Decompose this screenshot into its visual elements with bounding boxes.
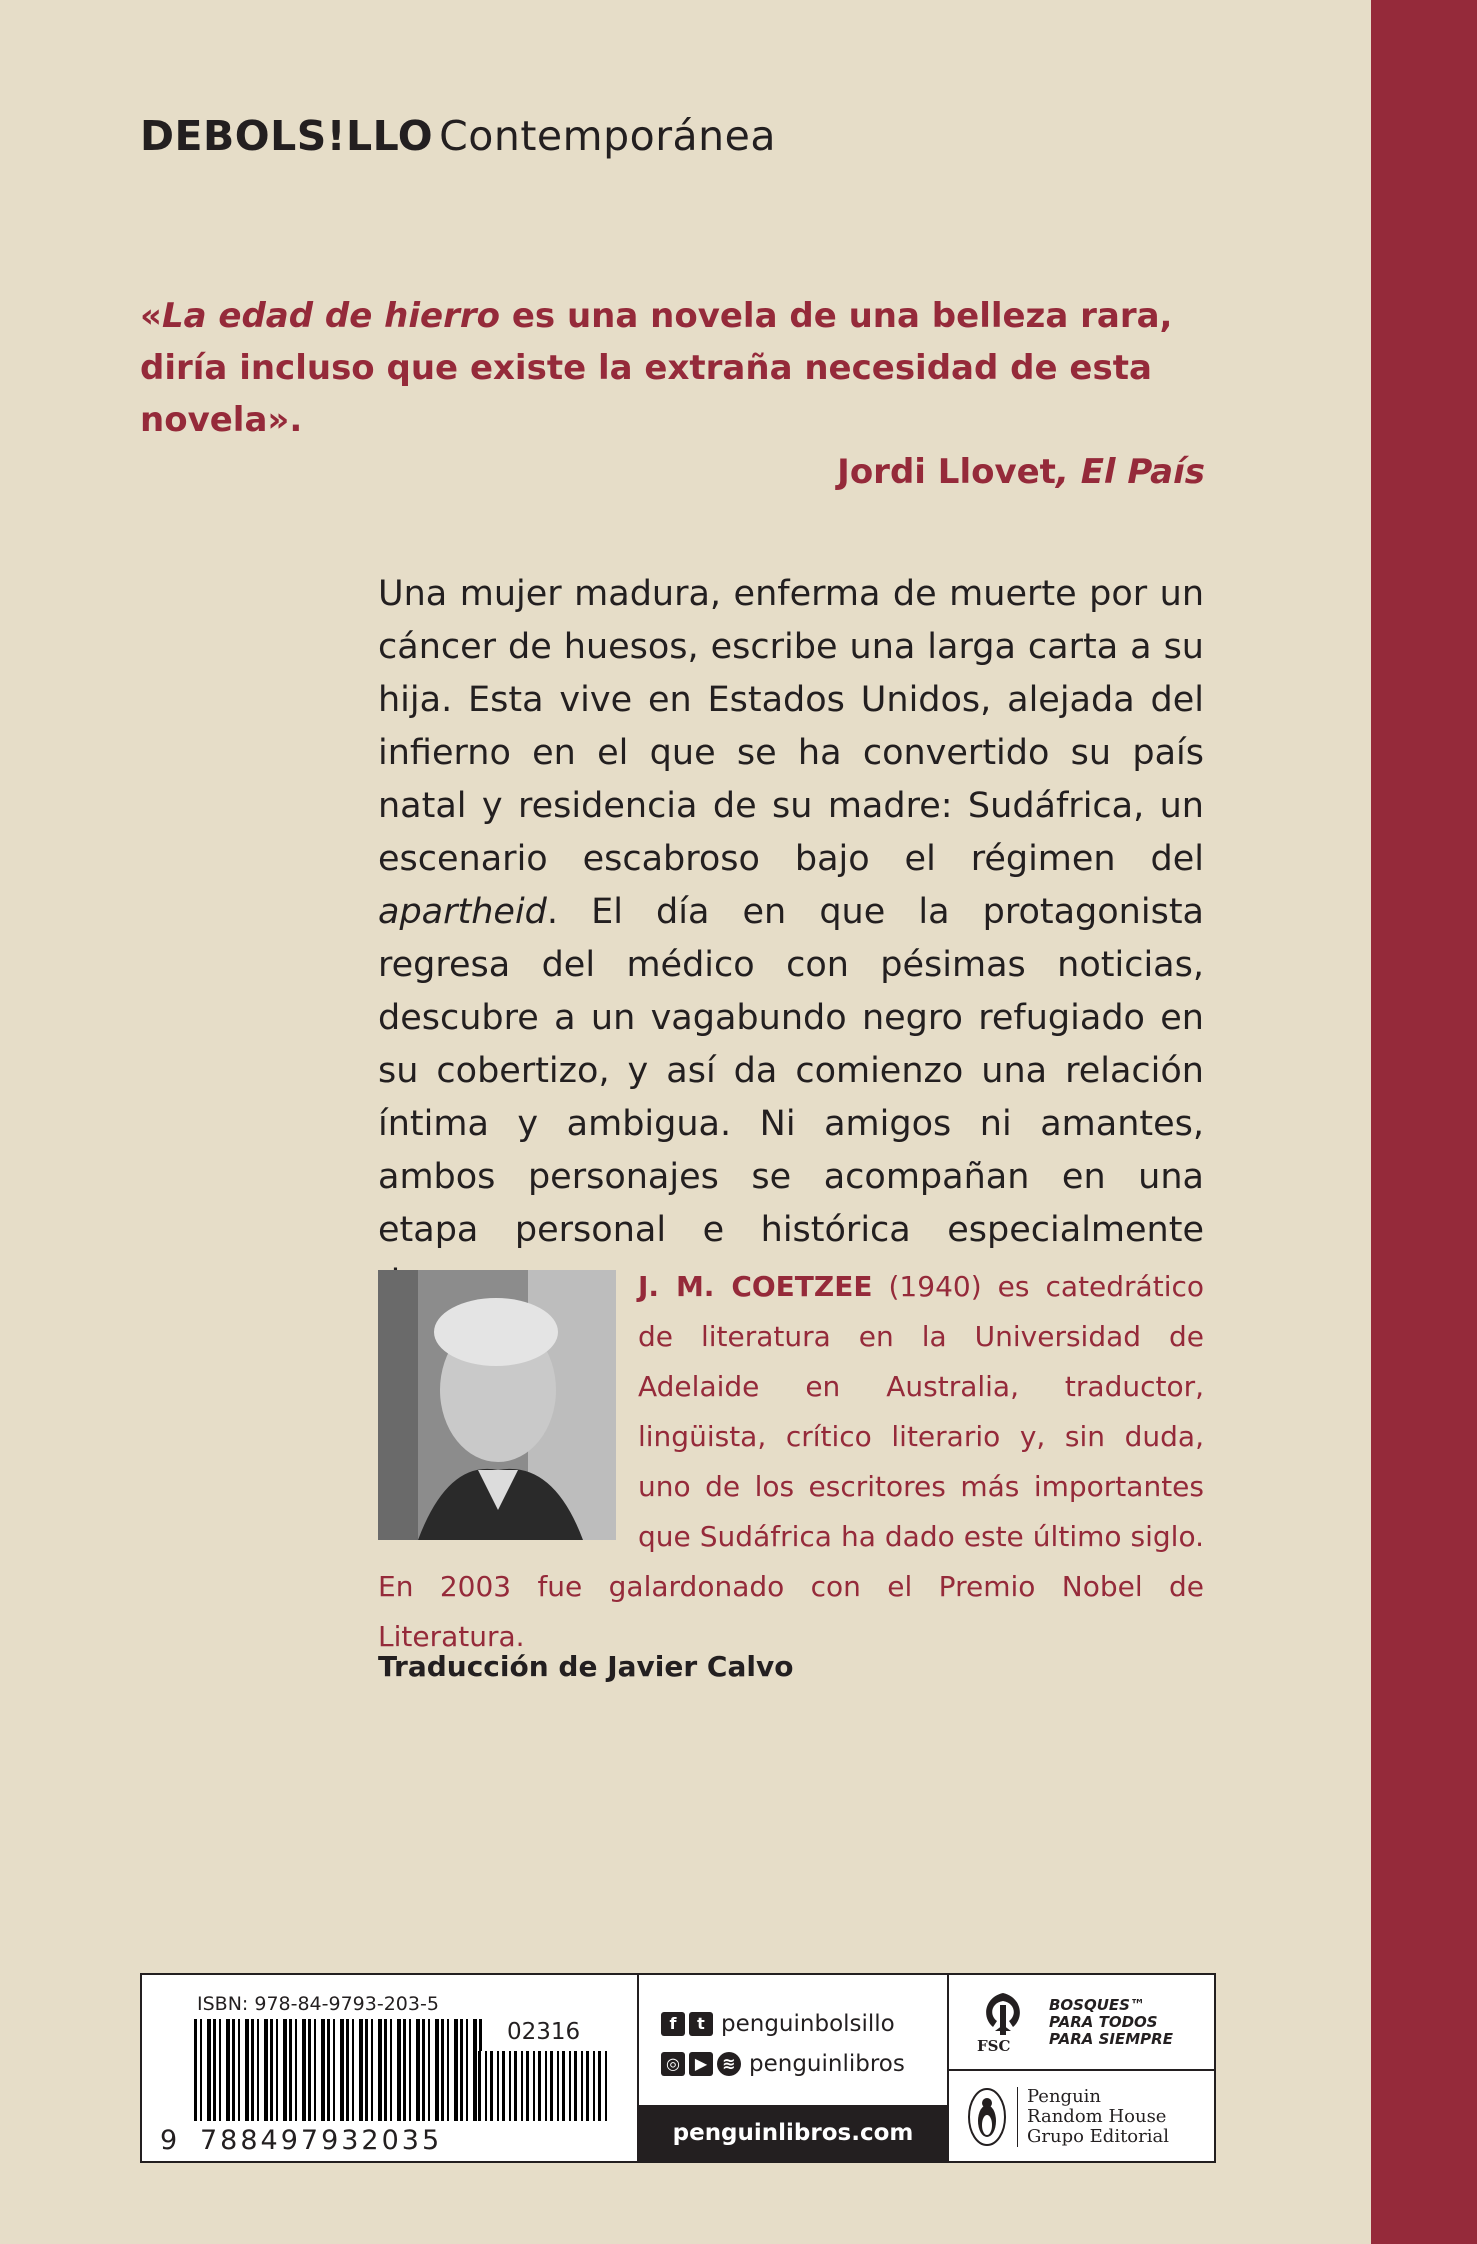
facebook-icon[interactable]: f (661, 2012, 685, 2036)
quote-attribution (140, 446, 1205, 498)
logos-cell (949, 1975, 1215, 2161)
fsc-line-3: PARA SIEMPRE (1049, 2030, 1173, 2048)
youtube-icon[interactable]: ▶ (689, 2052, 713, 2076)
publisher-line-2: Random House (1027, 2106, 1167, 2127)
addon-barcode (478, 2051, 608, 2121)
quote-book-title: La edad de hierro (161, 296, 500, 336)
description-text-2: . El día en que la protagonista regresa del médico con pésimas noticias, descubre a un vagabundo negro refugiado en su cobertizo, y así da comienzo una relación íntima y ambigua. Ni amigos ni amantes, ambos personajes se acompañan en una etapa personal e histórica especialmente (378, 892, 1204, 1250)
social-handle-2[interactable]: penguinlibros (749, 2051, 905, 2077)
instagram-icon[interactable]: ◎ (661, 2052, 685, 2076)
quote-source: El País (1080, 452, 1205, 492)
book-spine (1371, 0, 1477, 2244)
publisher-name (1027, 2087, 1169, 2147)
author-name: J. M. COETZEE (638, 1270, 873, 1303)
author-bio-text: (1940) es catedrático de literatura en la Universidad de Adelaide en Australia, traductor, lingüista, crítico literario y, sin duda, uno de los escritores más importantes que Sudáfrica ha dado este último siglo. En 2003 fue galardonado con el Premio Nobel de Literatura. (378, 1270, 1204, 1653)
publisher-brand (140, 112, 776, 160)
barcode-lead-digit: 9 (160, 2125, 178, 2156)
social-handle-1[interactable]: penguinbolsillo (721, 2011, 895, 2037)
isbn-label: ISBN: 978-84-9793-203-5 (197, 1993, 439, 2015)
publisher-logo-block (949, 2071, 1215, 2163)
fsc-block (949, 1975, 1215, 2071)
collection-name: Contemporánea (439, 112, 777, 160)
social-cell (639, 1975, 949, 2161)
publisher-line-1: Penguin (1027, 2086, 1102, 2107)
quote-text: es una novela de una belleza rara, diría incluso que existe la extraña necesidad de esta novela». (140, 296, 1173, 440)
ean-barcode (194, 2019, 484, 2121)
fsc-line-2: PARA TODOS (1049, 2013, 1158, 2031)
quote-open: « (140, 296, 162, 336)
author-bio (378, 1262, 1204, 1662)
fsc-label: FSC (977, 2037, 1011, 2055)
press-quote (140, 290, 1205, 498)
translator-credit: Traducción de Javier Calvo (378, 1650, 794, 1683)
fsc-slogan (1049, 1997, 1173, 2048)
penguin-icon (967, 2087, 1007, 2147)
back-info-box (140, 1973, 1216, 2163)
book-description (378, 568, 1204, 1310)
website-link[interactable]: penguinlibros.com (639, 2105, 947, 2161)
publisher-line-3: Grupo Editorial (1027, 2126, 1169, 2147)
barcode-digits: 788497932035 (200, 2125, 443, 2156)
social-row-1 (661, 2011, 895, 2037)
description-italic: apartheid (378, 892, 547, 932)
social-row-2 (661, 2051, 905, 2077)
twitter-icon[interactable]: t (689, 2012, 713, 2036)
spotify-icon[interactable]: ≋ (717, 2052, 741, 2076)
fsc-line-1: BOSQUES™ (1049, 1996, 1145, 2014)
brand-name: DEBOLS!LLO (140, 112, 434, 160)
barcode-cell (142, 1975, 639, 2161)
price-code: 02316 (507, 2019, 581, 2045)
quote-separator: , (1055, 452, 1081, 492)
quote-author: Jordi Llovet (837, 452, 1056, 492)
description-text-1: Una mujer madura, enferma de muerte por un cáncer de huesos, escribe una larga carta a su hija. Esta vive en Estados Unidos, alejada del infierno en el que se ha convertido su país natal y residencia de su madre: Sudáfrica, un escenario escabroso bajo el régimen del (378, 574, 1204, 879)
publisher-divider (1017, 2087, 1018, 2147)
